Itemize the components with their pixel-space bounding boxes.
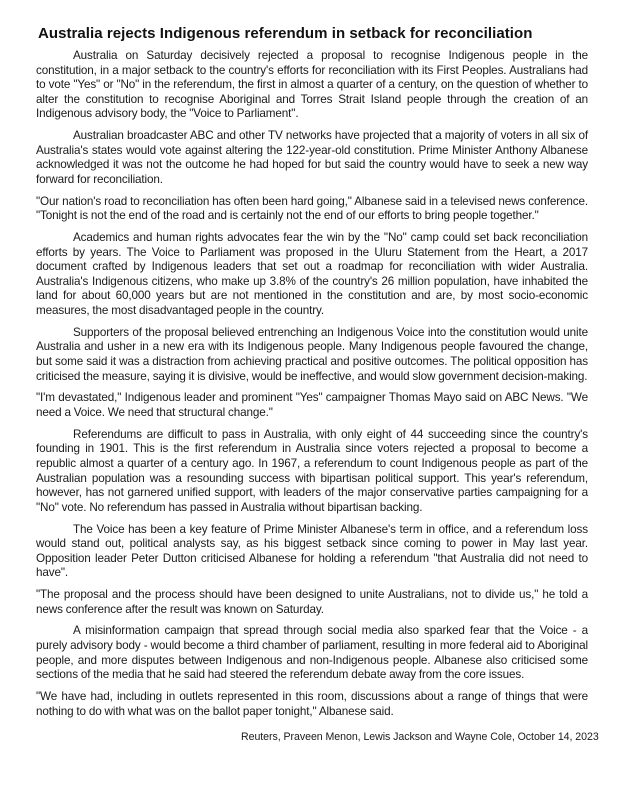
paragraph-5: Supporters of the proposal believed entrenching an Indigenous Voice into the constitution would unite Australia and usher in a new era with its Indigenous people. Many Indigenous people favoured the change, but some said it was a distraction from achieving practical and positive outcomes. The political opposition has criticised the measure, saying it is divisive, would be ineffective, and would slow government decision-making. bbox=[36, 325, 588, 383]
paragraph-1: Australia on Saturday decisively rejected a proposal to recognise Indigenous people in the constitution, in a major setback to the country's efforts for reconciliation with its First Peoples. Australians had to vote "Yes" or "No" in the referendum, the first in almost a quarter of a century, on the question of whether to alter the constitution to recognise Aboriginal and Torres Strait Island people through the creation of an Indigenous advisory body, the "Voice to Parliament". bbox=[36, 49, 588, 121]
paragraph-3-quote: "Our nation's road to reconciliation has often been hard going," Albanese said in a televised news conference. "Tonight is not the end of the road and is certainly not the end of our efforts to bring people together." bbox=[36, 194, 588, 223]
article bbox=[36, 25, 588, 726]
paragraph-2: Australian broadcaster ABC and other TV networks have projected that a majority of voters in all six of Australia's states would vote against altering the 122-year-old constitution. Prime Minister Anthony Albanese acknowledged it was not the outcome he had hoped for but said the country would have to seek a new way forward for reconciliation. bbox=[36, 129, 588, 186]
paragraph-8: The Voice has been a key feature of Prime Minister Albanese's term in office, and a referendum loss would stand out, political analysts say, as his biggest setback since coming to power in May last year. Opposition leader Peter Dutton criticised Albanese for holding a referendum "that Australia did not need to have". bbox=[36, 522, 588, 580]
paragraph-6-quote: "I'm devastated," Indigenous leader and prominent "Yes" campaigner Thomas Mayo said on ABC News. "We need a Voice. We need that structural change." bbox=[36, 391, 588, 419]
paragraph-4: Academics and human rights advocates fear the win by the "No" camp could set back reconciliation efforts by years. The Voice to Parliament was proposed in the Uluru Statement from the Heart, a 2017 document crafted by Indigenous leaders that set out a roadmap for reconciliation with wider Australia. Australia's Indigenous citizens, who make up 3.8% of the country's 26 million population, have inhabited the land for about 60,000 years but are not mentioned in the constitution and are, by most socio-economic measures, the most disadvantaged people in the country. bbox=[36, 231, 588, 318]
paragraph-10: A misinformation campaign that spread through social media also sparked fear that the Voice - a purely advisory body - would become a third chamber of parliament, resulting in more federal aid to Aboriginal people, and more disputes between Indigenous and non-Indigenous people. Albanese also criticised some sections of the media that he said had steered the referendum debate away from the core issues. bbox=[36, 624, 588, 682]
paragraph-7: Referendums are difficult to pass in Australia, with only eight of 44 succeeding since the country's founding in 1901. This is the first referendum in Australia since voters rejected a proposal to become a republic almost a quarter of a century ago. In 1967, a referendum to count Indigenous people as part of the Australian population was a resounding success with bipartisan political support. This year's referendum, however, has not garnered unified support, with leaders of the major conservative parties campaigning for a "No" vote. No referendum has passed in Australia without bipartisan backing. bbox=[36, 427, 588, 514]
paragraph-11-quote: "We have had, including in outlets represented in this room, discussions about a range of things that were nothing to do with what was on the ballot paper tonight," Albanese said. bbox=[36, 690, 588, 718]
article-byline: Reuters, Praveen Menon, Lewis Jackson and Wayne Cole, October 14, 2023 bbox=[241, 731, 599, 743]
article-title: Australia rejects Indigenous referendum in setback for reconciliation bbox=[38, 25, 533, 42]
paragraph-9-quote: "The proposal and the process should have been designed to unite Australians, not to divide us," he told a news conference after the result was known on Saturday. bbox=[36, 588, 588, 616]
